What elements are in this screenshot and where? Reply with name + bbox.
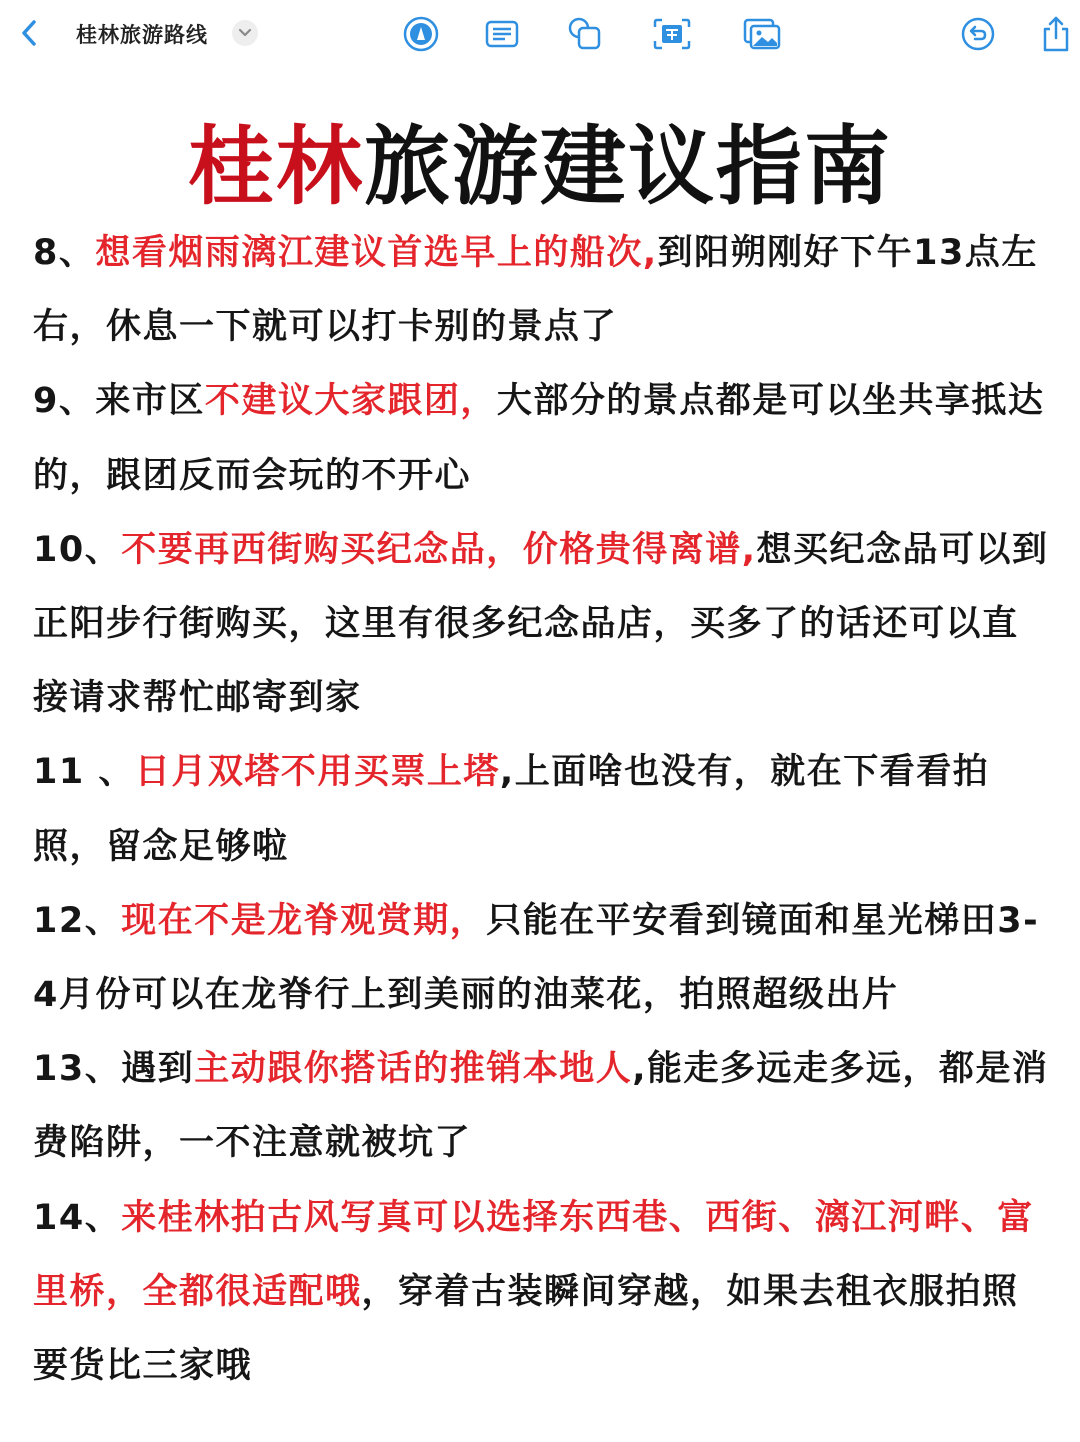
- tip-text: 到阳朔刚好下午13点左右，休息一下就可以打卡别的景点了: [33, 233, 1038, 348]
- page-title: [0, 112, 1080, 222]
- tip-text: ，穿着古装瞬间穿越，如果去租衣服拍照要货比三家哦: [33, 1271, 1019, 1387]
- tip-item-8: [33, 216, 1053, 364]
- tip-highlight: 不要再西街购买纪念品，价格贵得离谱,: [121, 529, 757, 570]
- tip-text: 只能在平安看到镜面和星光梯田3-4月份可以在龙脊行上到美丽的油菜花，拍照超级出片: [33, 900, 1040, 1016]
- tip-item-11: [33, 735, 1053, 883]
- document-title[interactable]: 桂林旅游路线: [76, 23, 208, 47]
- tip-text: 14、: [33, 1197, 122, 1238]
- tip-text: ,上面啥也没有，就在下看看拍照，留念足够啦: [33, 752, 990, 867]
- tip-text: 8、: [33, 233, 96, 273]
- text-recognition-button[interactable]: [652, 14, 692, 54]
- tip-highlight: 现在不是龙脊观赏期，: [121, 900, 487, 941]
- undo-icon: [960, 16, 996, 52]
- title-black-part: 旅游建议指南: [364, 116, 892, 217]
- tip-text: 9、来市区: [33, 381, 205, 422]
- tip-highlight: 不建议大家跟团，: [204, 381, 497, 422]
- tip-text: 12、: [33, 900, 122, 941]
- back-button[interactable]: [14, 18, 44, 48]
- tip-text: ,能走多远走多远，都是消费陷阱，一不注意就被坑了: [33, 1049, 1049, 1164]
- tip-text: 想买纪念品可以到正阳步行街购买，这里有很多纪念品店，买多了的话还可以直接请求帮忙邮寄到家: [33, 529, 1049, 719]
- tip-text: 11 、: [33, 752, 135, 793]
- tip-highlight: 来桂林拍古风写真可以选择东西巷、西街、漓江河畔、富里桥，全都很适配哦: [33, 1197, 1034, 1312]
- top-toolbar: [0, 0, 1080, 68]
- tip-text: 10、: [33, 529, 122, 570]
- chevron-down-icon: [238, 28, 252, 38]
- chevron-left-icon: [18, 18, 40, 48]
- pen-tool-button[interactable]: [401, 14, 441, 54]
- undo-button[interactable]: [958, 14, 998, 54]
- tip-item-12: [33, 884, 1053, 1032]
- text-recognition-icon: [652, 17, 692, 51]
- image-button[interactable]: [742, 14, 782, 54]
- copy-icon: [566, 15, 604, 53]
- tip-text: 大部分的景点都是可以坐共享抵达的，跟团反而会玩的不开心: [33, 381, 1045, 496]
- image-icon: [742, 17, 782, 51]
- tip-highlight: 日月双塔不用买票上塔: [134, 752, 500, 793]
- tip-item-10: [33, 513, 1053, 736]
- text-box-button[interactable]: [482, 14, 522, 54]
- tip-highlight: 主动跟你搭话的推销本地人: [194, 1049, 633, 1090]
- tip-highlight: 想看烟雨漓江建议首选早上的船次,: [95, 233, 658, 273]
- tip-item-9: [33, 364, 1053, 512]
- tip-text: 13、遇到: [33, 1049, 195, 1090]
- tip-item-14: [33, 1181, 1053, 1404]
- share-button[interactable]: [1036, 14, 1076, 54]
- tips-list: [33, 216, 1053, 1403]
- copy-button[interactable]: [565, 14, 605, 54]
- share-icon: [1040, 15, 1072, 53]
- tip-item-13: [33, 1032, 1053, 1180]
- text-box-icon: [484, 18, 520, 50]
- title-red-part: 桂林: [188, 116, 364, 217]
- title-dropdown-button[interactable]: [232, 20, 258, 46]
- pen-marker-icon: [402, 15, 440, 53]
